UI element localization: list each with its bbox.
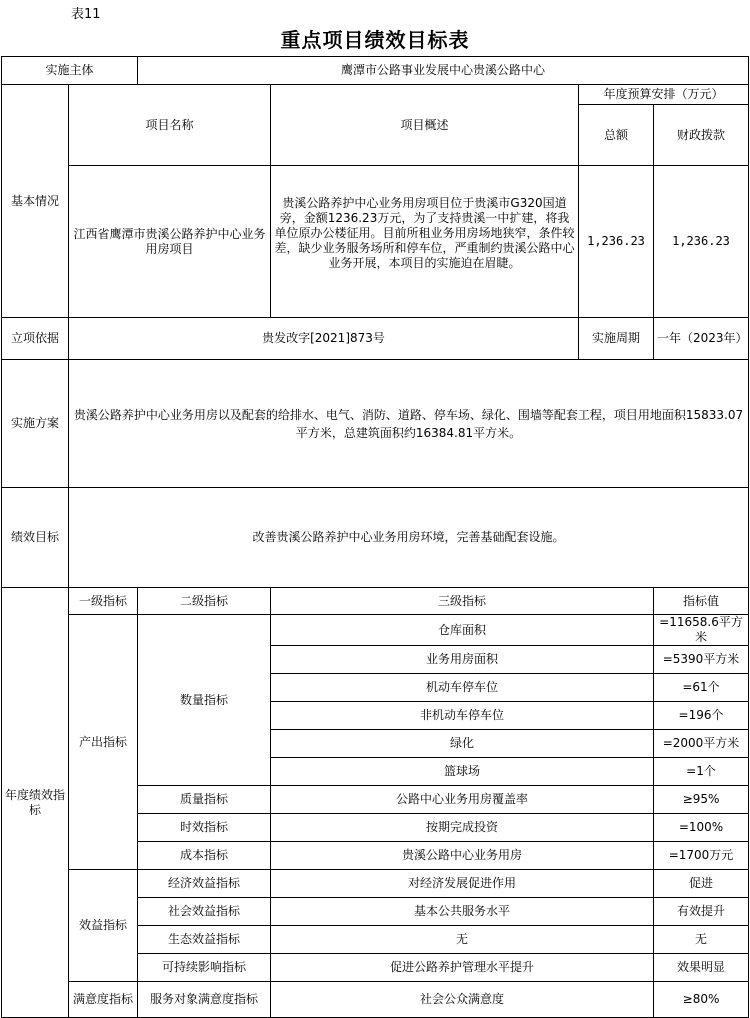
basic-label: 基本情况 <box>2 85 69 318</box>
performance-table <box>1 56 749 1018</box>
output-label: 产出指标 <box>69 615 138 870</box>
indicator-value: 无 <box>654 926 749 954</box>
indicator-name: 机动车停车位 <box>271 674 654 702</box>
basic-header-row <box>2 85 749 105</box>
indicator-name: 社会公众满意度 <box>271 982 654 1018</box>
indicator-value: =1个 <box>654 758 749 786</box>
project-name-header: 项目名称 <box>69 85 271 166</box>
indicator-name: 促进公路养护管理水平提升 <box>271 954 654 982</box>
budget-fiscal: 1,236.23 <box>654 166 749 318</box>
indicator-header-row <box>2 588 749 615</box>
page-title: 重点项目绩效目标表 <box>280 28 470 52</box>
indicator-value: =11658.6平方米 <box>654 615 749 646</box>
indicator-name: 按期完成投资 <box>271 814 654 842</box>
benefit-label: 效益指标 <box>69 870 138 982</box>
indicator-value: =2000平方米 <box>654 730 749 758</box>
indicator-value: =100% <box>654 814 749 842</box>
satisfaction-label: 满意度指标 <box>69 982 138 1018</box>
satisfaction-l2: 服务对象满意度指标 <box>138 982 271 1018</box>
quantity-label: 数量指标 <box>138 615 271 786</box>
timeliness-label: 时效指标 <box>138 814 271 842</box>
value-header: 指标值 <box>654 588 749 615</box>
indicator-name: 无 <box>271 926 654 954</box>
fiscal-header: 财政拨款 <box>654 105 749 166</box>
overview-header: 项目概述 <box>271 85 579 166</box>
implementer-label: 实施主体 <box>2 57 138 85</box>
goal-row <box>2 488 749 588</box>
indicator-value: 促进 <box>654 870 749 898</box>
indicator-name: 篮球场 <box>271 758 654 786</box>
benefit-l2: 生态效益指标 <box>138 926 271 954</box>
indicator-name: 非机动车停车位 <box>271 702 654 730</box>
indicator-name: 贵溪公路中心业务用房 <box>271 842 654 870</box>
indicator-value: ≥95% <box>654 786 749 814</box>
indicator-value: =1700万元 <box>654 842 749 870</box>
table-row <box>2 615 749 646</box>
benefit-l2: 可持续影响指标 <box>138 954 271 982</box>
period-value: 一年（2023年） <box>654 318 749 360</box>
basis-label: 立项依据 <box>2 318 69 360</box>
benefit-l2: 社会效益指标 <box>138 898 271 926</box>
project-overview: 贵溪公路养护中心业务用房项目位于贵溪市G320国道旁，金额1236.23万元，为了支持贵溪一中扩建，将我单位原办公楼征用。目前所租业务用房场地狭窄，条件较差，缺少业务服务场所和停车位，严重制约贵溪公路中心业务开展，本项目的实施迫在眉睫。 <box>271 166 579 318</box>
cost-label: 成本指标 <box>138 842 271 870</box>
plan-label: 实施方案 <box>2 360 69 488</box>
total-header: 总额 <box>579 105 654 166</box>
table-row <box>2 982 749 1018</box>
basis-row <box>2 318 749 360</box>
table-row <box>2 870 749 898</box>
indicators-label: 年度绩效指标 <box>2 588 69 1018</box>
implementer-row <box>2 57 749 85</box>
indicator-name: 基本公共服务水平 <box>271 898 654 926</box>
indicator-value: 有效提升 <box>654 898 749 926</box>
indicator-value: ≥80% <box>654 982 749 1018</box>
plan-value: 贵溪公路养护中心业务用房以及配套的给排水、电气、消防、道路、停车场、绿化、围墙等配套工程，项目用地面积15833.07平方米，总建筑面积约16384.81平方米。 <box>69 360 749 488</box>
l3-header: 三级指标 <box>271 588 654 615</box>
period-label: 实施周期 <box>579 318 654 360</box>
indicator-name: 仓库面积 <box>271 615 654 646</box>
indicator-value: =5390平方米 <box>654 646 749 674</box>
indicator-value: =196个 <box>654 702 749 730</box>
basis-value: 贵发改字[2021]873号 <box>69 318 579 360</box>
quality-label: 质量指标 <box>138 786 271 814</box>
indicator-name: 业务用房面积 <box>271 646 654 674</box>
l2-header: 二级指标 <box>138 588 271 615</box>
table-tag: 表11 <box>71 7 101 22</box>
indicator-name: 公路中心业务用房覆盖率 <box>271 786 654 814</box>
project-name: 江西省鹰潭市贵溪公路养护中心业务用房项目 <box>69 166 271 318</box>
basic-data-row <box>2 166 749 318</box>
goal-label: 绩效目标 <box>2 488 69 588</box>
indicator-name: 绿化 <box>271 730 654 758</box>
indicator-value: 效果明显 <box>654 954 749 982</box>
plan-row <box>2 360 749 488</box>
indicator-name: 对经济发展促进作用 <box>271 870 654 898</box>
l1-header: 一级指标 <box>69 588 138 615</box>
goal-value: 改善贵溪公路养护中心业务用房环境，完善基础配套设施。 <box>69 488 749 588</box>
implementer-value: 鹰潭市公路事业发展中心贵溪公路中心 <box>138 57 749 85</box>
benefit-l2: 经济效益指标 <box>138 870 271 898</box>
budget-header: 年度预算安排（万元） <box>579 85 749 105</box>
indicator-value: =61个 <box>654 674 749 702</box>
budget-total: 1,236.23 <box>579 166 654 318</box>
